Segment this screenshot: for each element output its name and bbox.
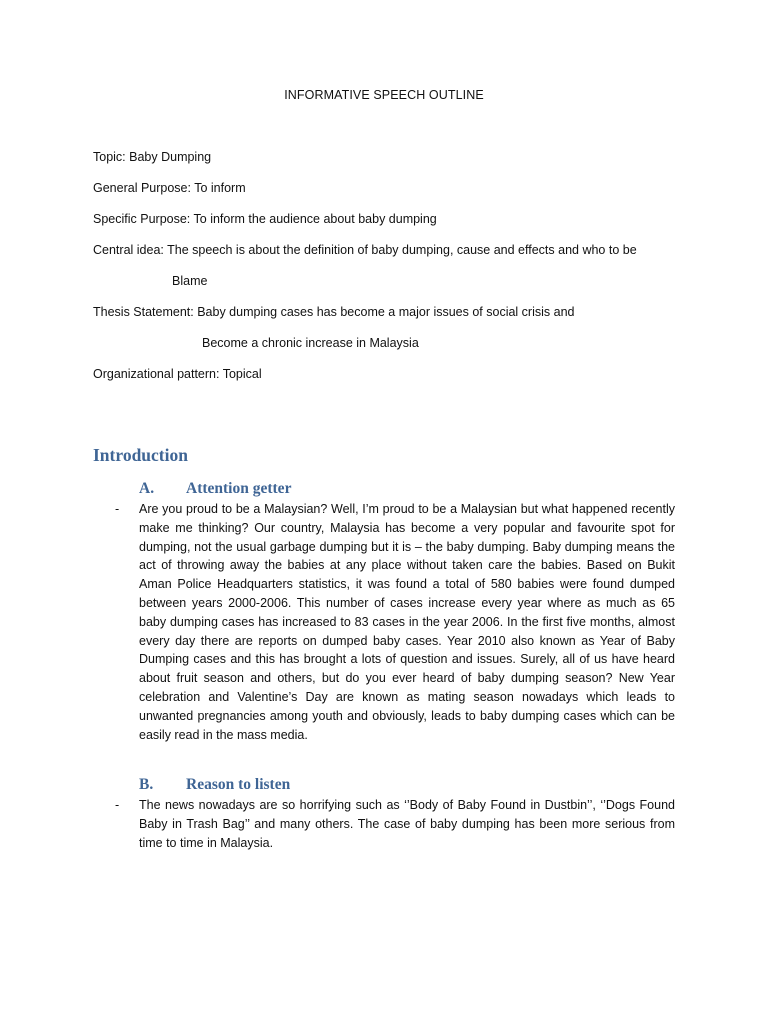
- reason-to-listen-paragraph: The news nowadays are so horrifying such as ‘’Body of Baby Found in Dustbin’’, ‘’Dogs Found Baby in Trash Bag’’ and many others. The case of baby dumping has been more serious from time to time in Malaysia.: [139, 798, 675, 850]
- attention-getter-paragraph: Are you proud to be a Malaysian? Well, I’m proud to be a Malaysian but what happened recently make me thinking? Our country, Malaysia has become a very popular and favourite spot for dumping, not the usual garbage dumping but it is – the baby dumping. Baby dumping means the act of throwing away the babies at any place without taken care the babies. Based on Bukit Aman Police Headquarters statistics, it was found a total of 580 babies were found dumped between years 2000-2006. This number of cases increase every year where as much as 65 baby dumping cases has increased to 83 cases in the year 2006. In the first five months, almost every day there are reports on dumped baby cases. Year 2010 also known as Year of Baby Dumping cases and this has brought a lots of question and issues. Surely, all of us have heard about fruit season and others, but do you ever heard of baby dumping season? New Year celebration and Valentine’s Day are known as mating season nowadays which leads to unwanted pregnancies among youth and obviously, leads to baby dumping cases which can be easily read in the mass media.: [139, 502, 675, 742]
- section-a-letter: A.: [139, 480, 155, 497]
- section-a-title: Attention getter: [186, 480, 292, 497]
- organizational-pattern-line: Organizational pattern: Topical: [93, 367, 262, 381]
- section-a-bullet: -: [115, 502, 120, 516]
- thesis-statement-continuation: Become a chronic increase in Malaysia: [202, 336, 419, 350]
- specific-purpose-line: Specific Purpose: To inform the audience about baby dumping: [93, 212, 437, 226]
- central-idea-line: Central idea: The speech is about the definition of baby dumping, cause and effects and who to be: [93, 243, 637, 257]
- introduction-heading: Introduction: [93, 445, 188, 465]
- section-b-title: Reason to listen: [186, 776, 291, 793]
- thesis-statement-line: Thesis Statement: Baby dumping cases has become a major issues of social crisis and: [93, 305, 575, 319]
- section-b-letter: B.: [139, 776, 154, 793]
- section-b-heading: [139, 776, 290, 794]
- general-purpose-line: General Purpose: To inform: [93, 181, 246, 195]
- topic-line: Topic: Baby Dumping: [93, 150, 212, 164]
- section-a-heading: [139, 480, 291, 498]
- section-b-bullet: -: [115, 798, 120, 812]
- document-title: INFORMATIVE SPEECH OUTLINE: [284, 88, 484, 102]
- central-idea-continuation: Blame: [172, 274, 208, 288]
